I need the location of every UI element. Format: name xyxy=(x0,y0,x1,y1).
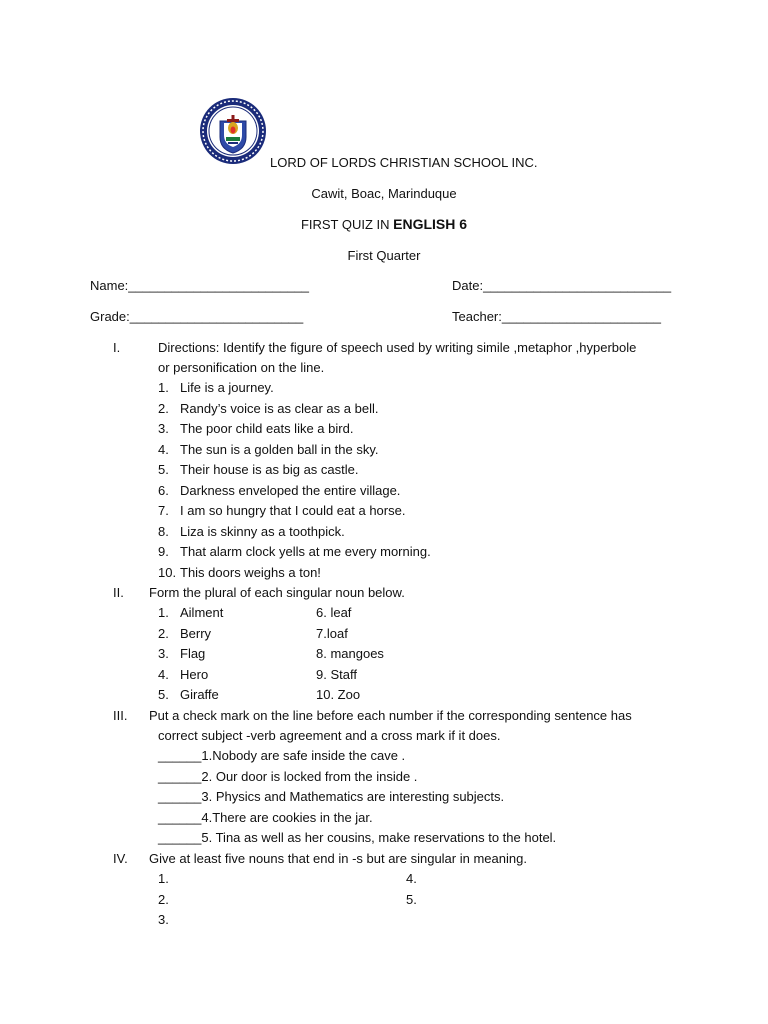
item-number: 4. xyxy=(158,666,169,682)
section-4-instruction: Give at least five nouns that end in -s but are singular in meaning. xyxy=(149,851,527,866)
item-number: 5. xyxy=(158,462,169,477)
item-number: 7. xyxy=(158,503,169,518)
answer-slot[interactable]: 2. xyxy=(158,891,169,907)
item-number: 10. xyxy=(158,564,177,580)
item-number: 3. xyxy=(158,421,169,436)
item-number: 3. xyxy=(158,646,169,661)
date-field[interactable]: Date:__________________________ xyxy=(452,278,672,293)
quarter-label: First Quarter xyxy=(347,248,421,263)
item-text: This doors weighs a ton! xyxy=(180,564,321,580)
list-item xyxy=(158,603,223,624)
section-1-directions: Directions: Identify the figure of speech used by writing simile ,metaphor ,hyperbole xyxy=(158,340,637,355)
quiz-title-prefix: FIRST QUIZ IN xyxy=(300,217,394,232)
list-item: 9. Staff xyxy=(316,666,357,682)
list-item xyxy=(158,419,431,440)
answer-slot[interactable]: 1. xyxy=(158,871,169,886)
section-4-right-list xyxy=(406,869,417,910)
answer-slot[interactable]: 4. xyxy=(406,871,417,886)
name-field[interactable]: Name:_________________________ xyxy=(90,278,310,293)
item-text: I am so hungry that I could eat a horse. xyxy=(180,503,406,518)
section-2-instruction: Form the plural of each singular noun below. xyxy=(149,585,405,600)
grade-field[interactable]: Grade:________________________ xyxy=(90,309,304,324)
list-item xyxy=(158,644,223,665)
quiz-subject: ENGLISH 6 xyxy=(393,216,468,232)
item-text: Berry xyxy=(180,625,212,641)
list-item xyxy=(158,522,431,543)
list-item xyxy=(158,399,431,420)
school-seal-logo xyxy=(200,93,266,169)
section-1-numeral: I. xyxy=(113,340,121,355)
section-4-left-list xyxy=(158,869,169,931)
list-item xyxy=(158,665,223,686)
list-item: 7.loaf xyxy=(316,625,348,641)
item-text: The sun is a golden ball in the sky. xyxy=(180,441,379,457)
item-text: Their house is as big as castle. xyxy=(180,462,359,477)
check-item[interactable]: ______4.There are cookies in the jar. xyxy=(158,809,373,825)
quiz-title xyxy=(0,216,768,232)
item-text: That alarm clock yells at me every morning. xyxy=(180,544,431,559)
item-text: Darkness enveloped the entire village. xyxy=(180,482,401,498)
section-1-item-list xyxy=(158,378,431,583)
school-name: LORD OF LORDS CHRISTIAN SCHOOL INC. xyxy=(270,155,538,170)
check-item[interactable]: ______1.Nobody are safe inside the cave . xyxy=(158,748,406,763)
section-3-instruction-cont: correct subject -verb agreement and a cross mark if it does. xyxy=(158,728,501,743)
list-item xyxy=(158,685,223,706)
item-text: Liza is skinny as a toothpick. xyxy=(180,523,345,539)
item-number: 6. xyxy=(158,482,169,498)
item-text: The poor child eats like a bird. xyxy=(180,421,354,436)
item-text: Randy’s voice is as clear as a bell. xyxy=(180,400,379,416)
school-address: Cawit, Boac, Marinduque xyxy=(311,186,457,201)
list-item xyxy=(158,378,431,399)
list-item xyxy=(158,481,431,502)
section-2-left-list xyxy=(158,603,223,706)
item-number: 4. xyxy=(158,441,169,457)
teacher-field[interactable]: Teacher:______________________ xyxy=(452,309,661,324)
list-item xyxy=(158,624,223,645)
list-item: 8. mangoes xyxy=(316,646,384,661)
section-4-numeral: IV. xyxy=(113,851,128,866)
list-item: 10. Zoo xyxy=(316,687,361,702)
item-text: Giraffe xyxy=(180,687,219,702)
section-3-numeral: III. xyxy=(113,708,128,723)
list-item xyxy=(158,563,431,584)
list-item xyxy=(158,542,431,563)
section-3-item-list xyxy=(158,746,556,849)
section-2-right-list xyxy=(316,603,384,706)
answer-slot[interactable]: 3. xyxy=(158,912,169,927)
item-number: 2. xyxy=(158,625,169,641)
item-text: Life is a journey. xyxy=(180,380,274,395)
list-item: 6. leaf xyxy=(316,605,352,620)
section-3-instruction: Put a check mark on the line before each number if the corresponding sentence has xyxy=(149,708,632,723)
list-item xyxy=(158,460,431,481)
item-text: Ailment xyxy=(180,605,224,620)
item-text: Hero xyxy=(180,666,209,682)
check-item[interactable]: ______2. Our door is locked from the inside . xyxy=(158,768,418,784)
answer-slot[interactable]: 5. xyxy=(406,891,417,907)
list-item xyxy=(158,501,431,522)
list-item xyxy=(158,440,431,461)
item-number: 8. xyxy=(158,523,169,539)
item-number: 9. xyxy=(158,544,169,559)
item-number: 1. xyxy=(158,605,169,620)
item-text: Flag xyxy=(180,646,206,661)
section-2-numeral: II. xyxy=(113,585,124,600)
item-number: 5. xyxy=(158,687,169,702)
check-item[interactable]: ______5. Tina as well as her cousins, make reservations to the hotel. xyxy=(158,830,557,845)
section-1-directions-cont: or personification on the line. xyxy=(158,360,325,375)
item-number: 2. xyxy=(158,400,169,416)
check-item[interactable]: ______3. Physics and Mathematics are interesting subjects. xyxy=(158,789,505,804)
item-number: 1. xyxy=(158,380,169,395)
